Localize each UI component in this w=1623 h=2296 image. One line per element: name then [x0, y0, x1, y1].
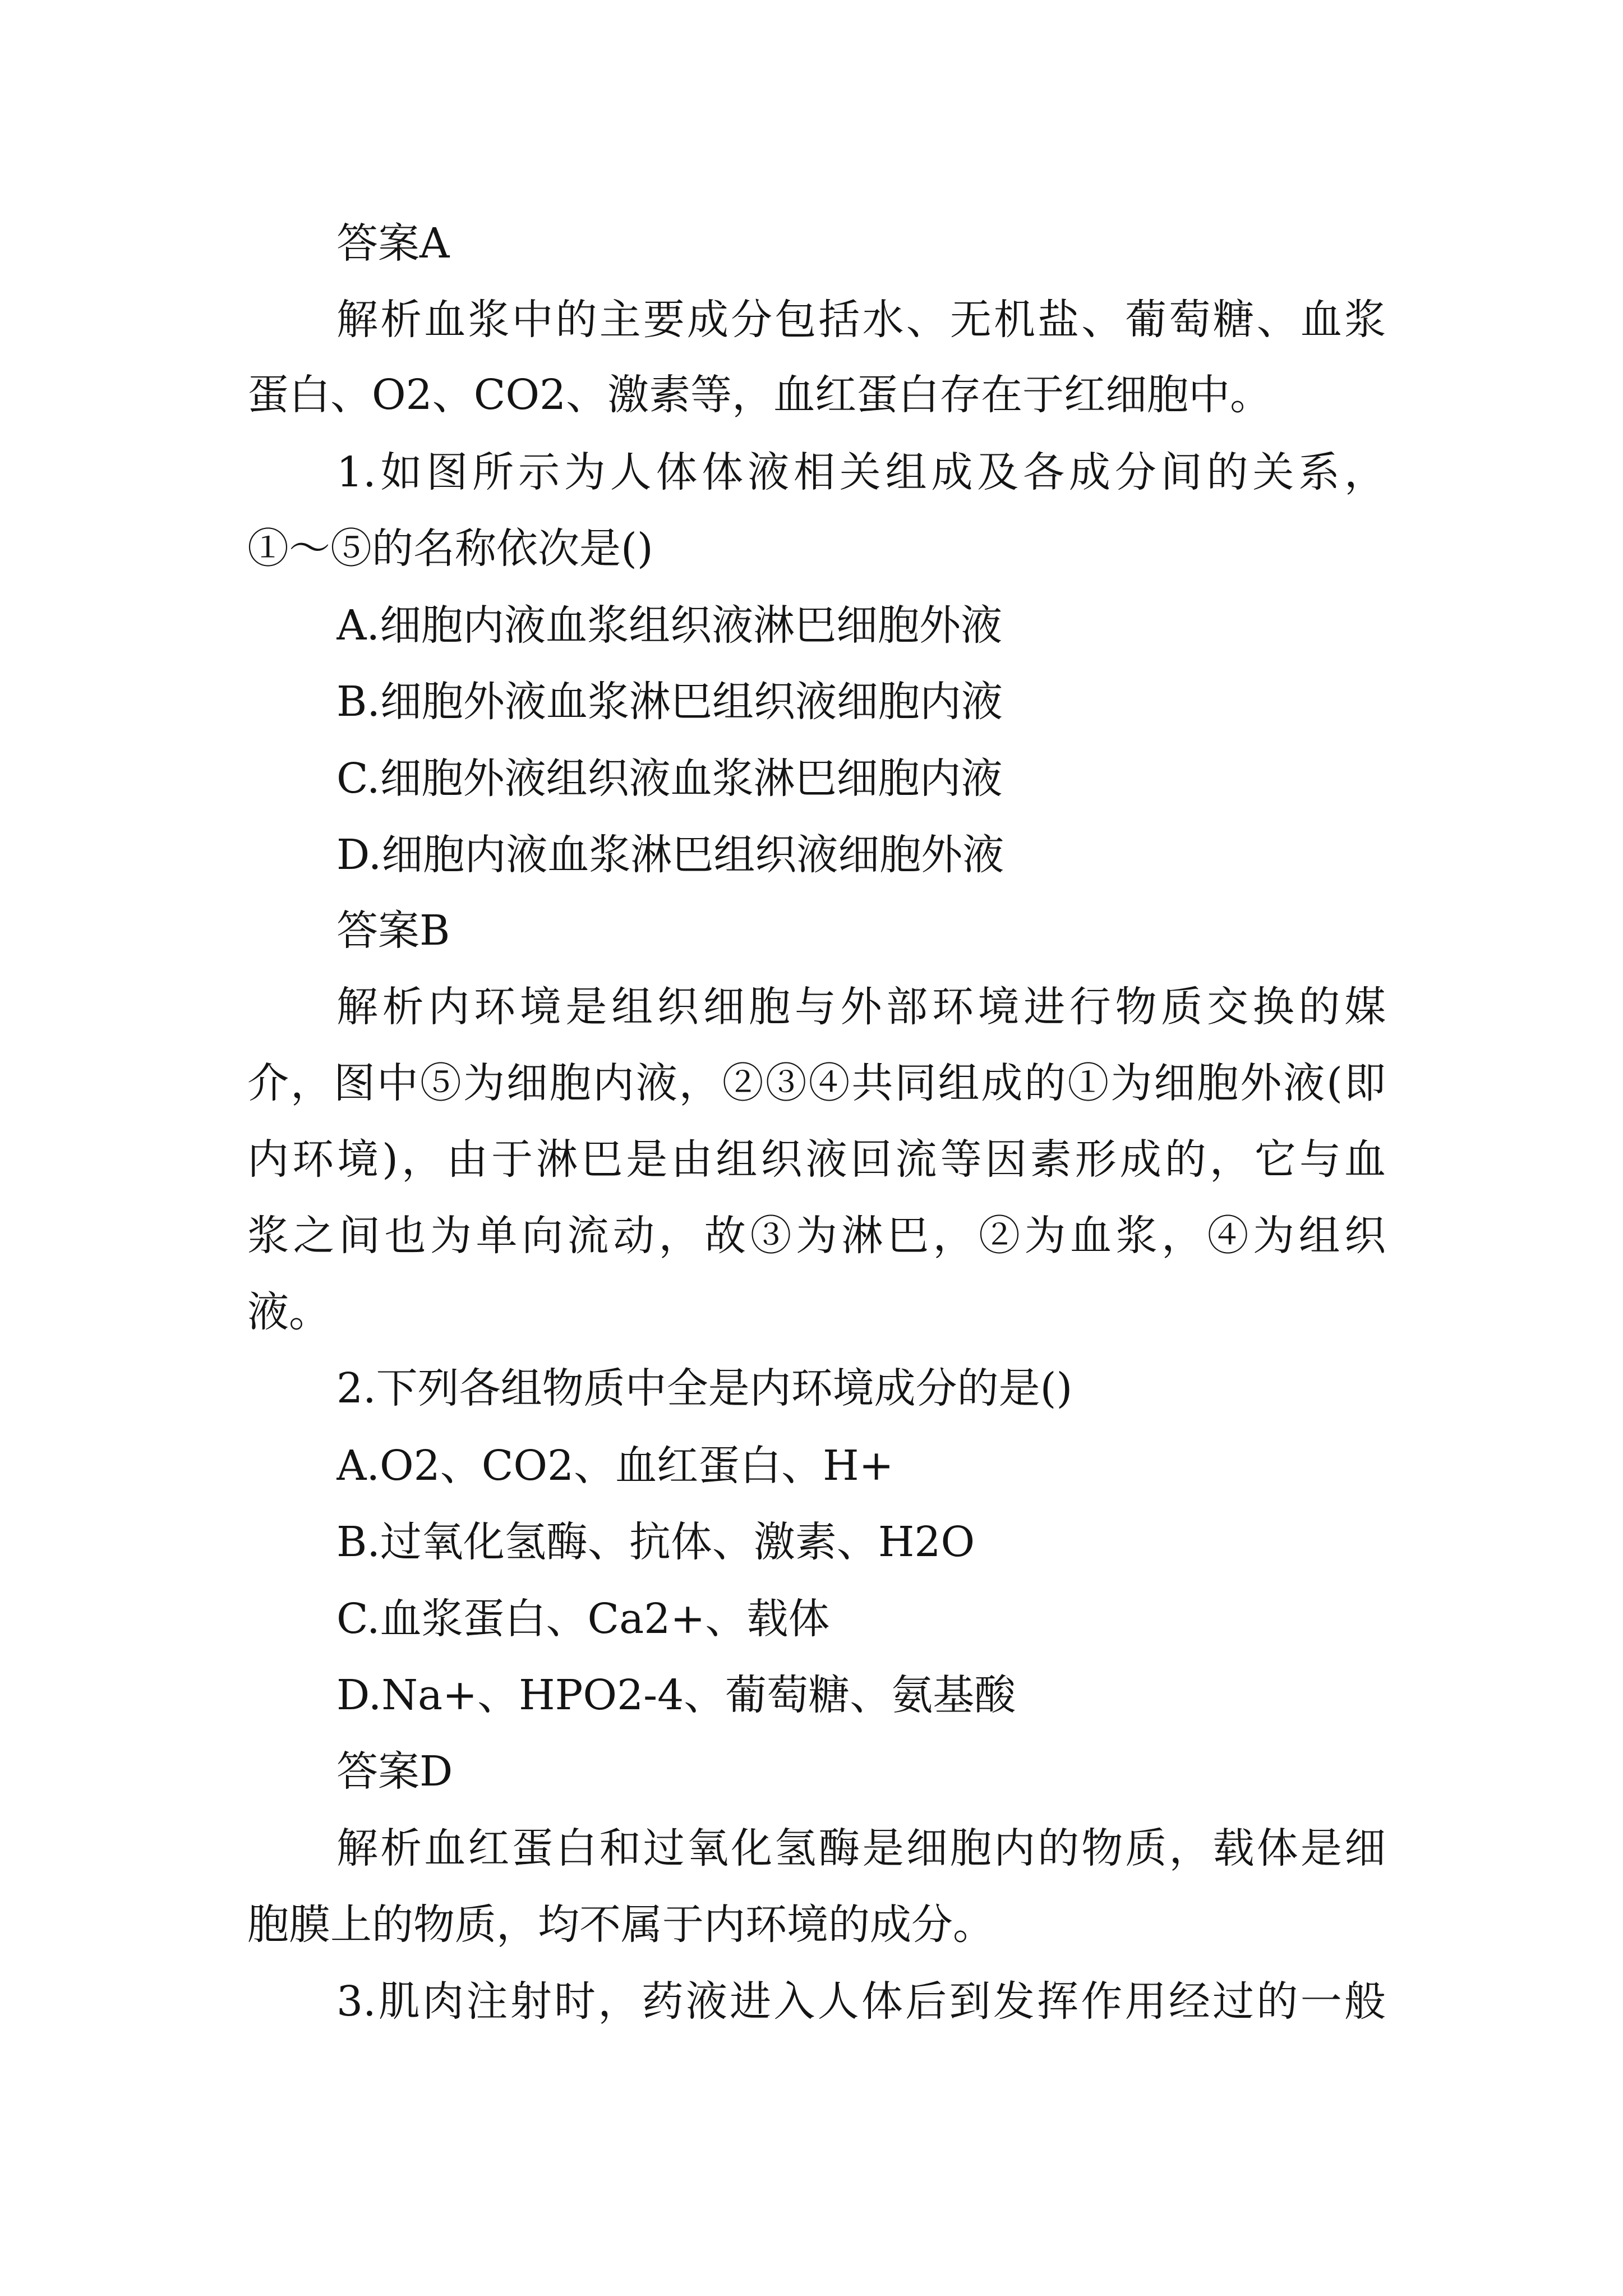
analysis-text: 解析血浆中的主要成分包括水、无机盐、葡萄糖、血浆: [336, 296, 1386, 344]
analysis-text: 解析血红蛋白和过氧化氢酶是细胞内的物质，载体是细: [336, 1824, 1386, 1872]
option-a: A.O2、CO2、血红蛋白、H+: [336, 1442, 894, 1490]
option-d: D.细胞内液血浆淋巴组织液细胞外液: [336, 831, 1004, 879]
analysis-text: 胞膜上的物质，均不属于内环境的成分。: [247, 1901, 994, 1949]
analysis-text: 浆之间也为单向流动，故③为淋巴，②为血浆，④为组织: [247, 1212, 1386, 1260]
question-text: ①～⑤的名称依次是(): [247, 524, 653, 573]
option-c: C.细胞外液组织液血浆淋巴细胞内液: [336, 754, 1003, 803]
analysis-text: 蛋白、O2、CO2、激素等，血红蛋白存在于红细胞中。: [247, 371, 1272, 419]
analysis-text: 介，图中⑤为细胞内液，②③④共同组成的①为细胞外液(即: [247, 1059, 1386, 1107]
answer-label: 答案B: [336, 907, 450, 955]
option-b: B.过氧化氢酶、抗体、激素、H2O: [336, 1518, 975, 1566]
answer-label: 答案A: [336, 219, 450, 268]
option-d: D.Na+、HPO2-4、葡萄糖、氨基酸: [336, 1671, 1016, 1719]
option-b: B.细胞外液血浆淋巴组织液细胞内液: [336, 678, 1003, 726]
answer-label: 答案D: [336, 1747, 453, 1796]
option-c: C.血浆蛋白、Ca2+、载体: [336, 1595, 830, 1643]
question-text: 1.如图所示为人体体液相关组成及各成分间的关系，: [336, 448, 1386, 496]
question-text: 3.肌肉注射时，药液进入人体后到发挥作用经过的一般: [336, 1977, 1386, 2026]
question-text: 2.下列各组物质中全是内环境成分的是(): [336, 1364, 1073, 1412]
analysis-text: 液。: [247, 1288, 330, 1336]
analysis-text: 内环境)，由于淋巴是由组织液回流等因素形成的，它与血: [247, 1135, 1386, 1184]
option-a: A.细胞内液血浆组织液淋巴细胞外液: [336, 601, 1002, 650]
analysis-text: 解析内环境是组织细胞与外部环境进行物质交换的媒: [336, 983, 1386, 1031]
